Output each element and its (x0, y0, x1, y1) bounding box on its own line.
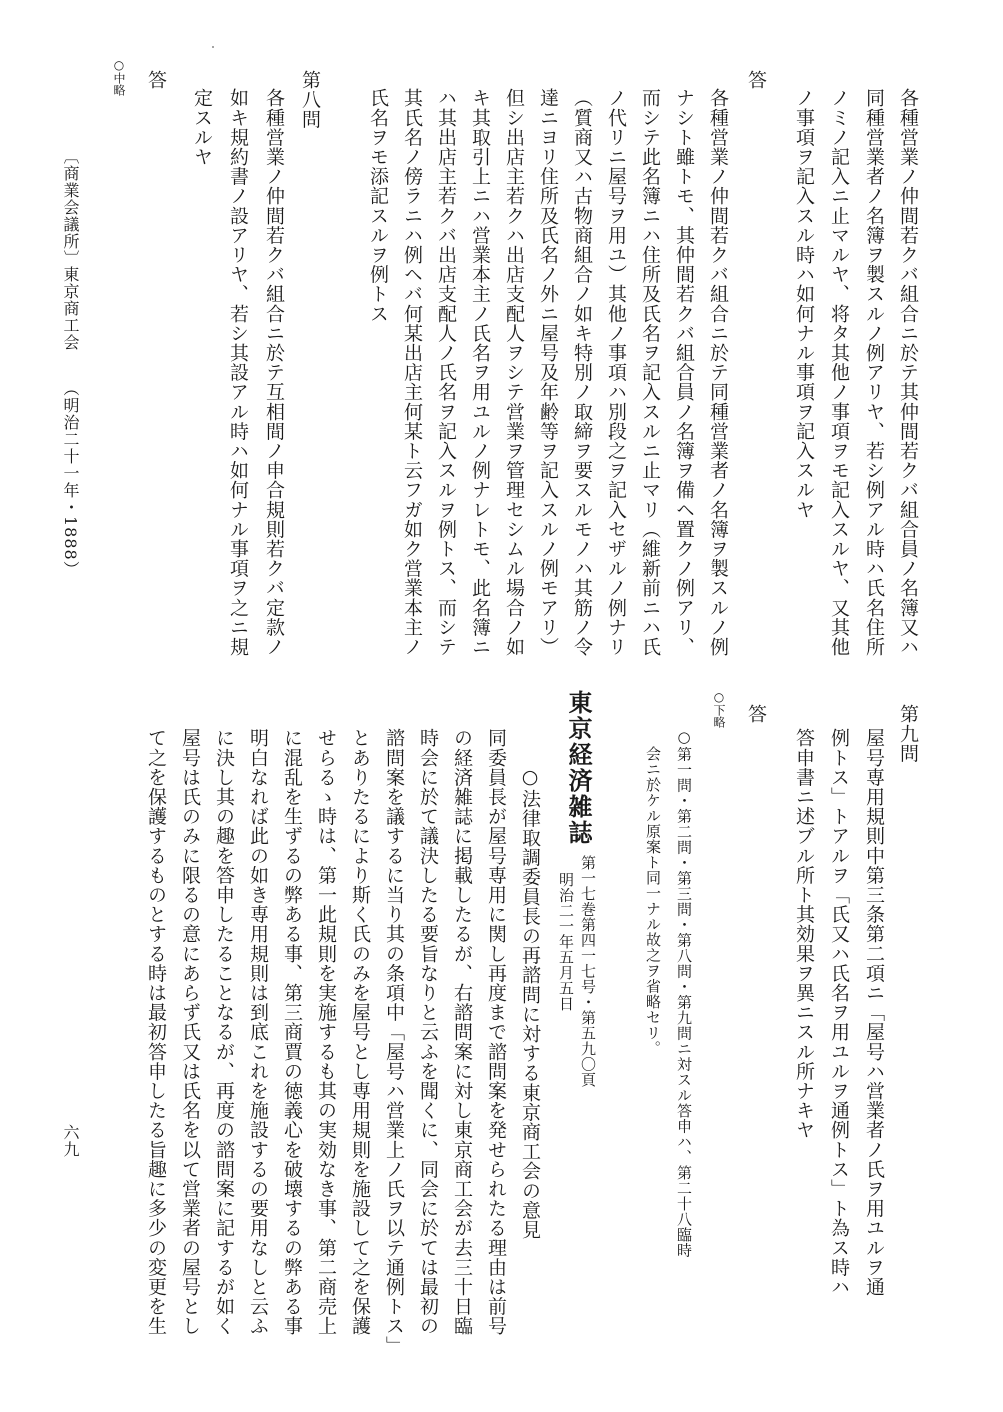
article-text-line: 諮問案を議するに当り其の条項中「屋号ハ営業上ノ氏ヲ以テ通例トス」 (383, 728, 405, 1356)
footer-era: （明治二十一年・1888） (61, 380, 80, 578)
question-9-text-line: 屋号専用規則中第三条第二項ニ「屋号ハ営業者ノ氏ヲ用ユルヲ通 (863, 728, 885, 1297)
question-text-line: ノ事項ヲ記入スル時ハ如何ナル事項ヲ記入スルヤ (793, 88, 815, 520)
page-number: 六九 (61, 1124, 80, 1158)
source-info-line: 第一七巻第四一七号・第五九〇頁 (579, 855, 597, 1088)
answer-text-line: ハ其出店主若クバ出店支配人ノ氏名ヲ記入スルヲ例トス、而シテ (435, 88, 457, 657)
answer-text-line: ノ代リニ屋号ヲ用ユ）其他ノ事項ハ別段之ヲ記入セザルノ例ナリ (605, 88, 627, 657)
article-text-line: 屋号は氏のみに限るの意にあらず氏又は氏名を以て営業者の屋号とし (179, 728, 201, 1336)
source-info-line: 明治二一年五月五日 (557, 872, 575, 1012)
omission-note: ○中略 (112, 58, 126, 96)
question-9-text-line: 答申書ニ述ブル所ト其効果ヲ異ニスル所ナキヤ (793, 728, 815, 1140)
question-text-line: 各種営業ノ仲間若クバ組合ニ於テ其仲間若クバ組合員ノ名簿又ハ (897, 88, 919, 657)
answer-text-line: 氏名ヲモ添記スルヲ例トス (367, 88, 389, 324)
article-text-line: 同委員長が屋号専用に関し再度まで諮問案を発せられたる理由は前号 (485, 728, 507, 1336)
article-text-line: 明白なれば此の如き専用規則は到底これを施設するの要用なしと云ふ (247, 728, 269, 1336)
article-text-line: て之を保護するものとする時は最初答申したる旨趣に多少の変更を生 (145, 728, 167, 1336)
answer-9-label: 答 (745, 704, 767, 724)
answer-text-line: （質商又ハ古物商組合ノ如キ特別ノ取締ヲ要スルモノハ其筋ノ令 (571, 88, 593, 657)
article-headline: ○法律取調委員長の再諮問に対する東京商工会の意見 (519, 766, 541, 1240)
answer-text-line: 而シテ此名簿ニハ住所及氏名ヲ記入スルニ止マリ（維新前ニハ氏 (639, 88, 661, 657)
answer-text-line: 但シ出店主若クハ出店支配人ヲシテ営業ヲ管理セシムル場合ノ如 (503, 88, 525, 657)
answer-text-line: ナシト雖トモ、其仲間若クバ組合員ノ名簿ヲ備ヘ置クノ例アリ、 (673, 88, 695, 657)
question-9-text-line: 例トス」トアルヲ「氏又ハ氏名ヲ用ユルヲ通例トス」ト為ス時ハ (828, 728, 850, 1297)
source-title: 東京経済雑誌 (564, 690, 593, 846)
question-text-line: 同種営業者ノ名簿ヲ製スルノ例アリヤ、若シ例アル時ハ氏名住所 (863, 88, 885, 657)
article-text-line: とありたるにより斯く氏のみを屋号とし専用規則を施設して之を保護 (349, 728, 371, 1336)
question-8-label: 第八問 (299, 70, 321, 129)
article-text-line: の経済雑誌に掲載したるが、右諮問案に対し東京商工会が去三十日臨 (451, 728, 473, 1336)
question-8-text-line: 如キ規約書ノ設アリヤ、若シ其設アル時ハ如何ナル事項ヲ之ニ規 (227, 88, 249, 657)
scan-speck (212, 46, 214, 48)
answer-8-label: 答 (145, 70, 167, 90)
omission-note: ○下略 (712, 690, 726, 728)
answer-text-line: キ其取引上ニハ営業本主ノ氏名ヲ用ユルノ例ナレトモ、此名簿ニ (469, 88, 491, 657)
question-8-text-line: 各種営業ノ仲間若クバ組合ニ於テ互相間ノ申合規則若クバ定款ノ (263, 88, 285, 657)
article-text-line: 時会に於て議決したる要旨なりと云ふを聞くに、同会に於ては最初の (417, 728, 439, 1336)
answer-text-line: 各種営業ノ仲間若クバ組合ニ於テ同種営業者ノ名簿ヲ製スルノ例 (707, 88, 729, 657)
question-9-label: 第九問 (897, 704, 919, 763)
question-8-text-line: 定スルヤ (191, 88, 213, 167)
answer-text-line: 其氏名ノ傍ラニハ例ヘバ何某出店主何某ト云フガ如ク営業本主ノ (401, 88, 423, 657)
article-text-line: に混乱を生ずるの弊ある事、第三商賈の徳義心を破壊するの弊ある事 (281, 728, 303, 1336)
answer-label: 答 (745, 70, 767, 90)
editorial-note-line: ○第一問・第二問・第三問・第八問・第九問ニ対スル答申ハ、第二十八臨時 (675, 728, 693, 1258)
footer-section: 〔商業会議所〕 (61, 148, 80, 267)
footer-organization: 東京商工会 (61, 266, 80, 351)
article-text-line: せらるゝ時は、第一此規則を実施するも其の実効なき事、第二商売上 (315, 728, 337, 1336)
answer-text-line: 達ニヨリ住所及氏名ノ外ニ屋号及年齢等ヲ記入スルノ例モアリ） (537, 88, 559, 657)
article-text-line: に決し其の趣を答申したることなるが、再度の諮問案に記するが如く (213, 728, 235, 1336)
editorial-note-line: 会ニ於ケル原案ト同一ナル故之ヲ省略セリ。 (644, 746, 662, 1056)
question-text-line: ノミノ記入ニ止マルヤ、将タ其他ノ事項ヲモ記入スルヤ、又其他 (828, 88, 850, 657)
